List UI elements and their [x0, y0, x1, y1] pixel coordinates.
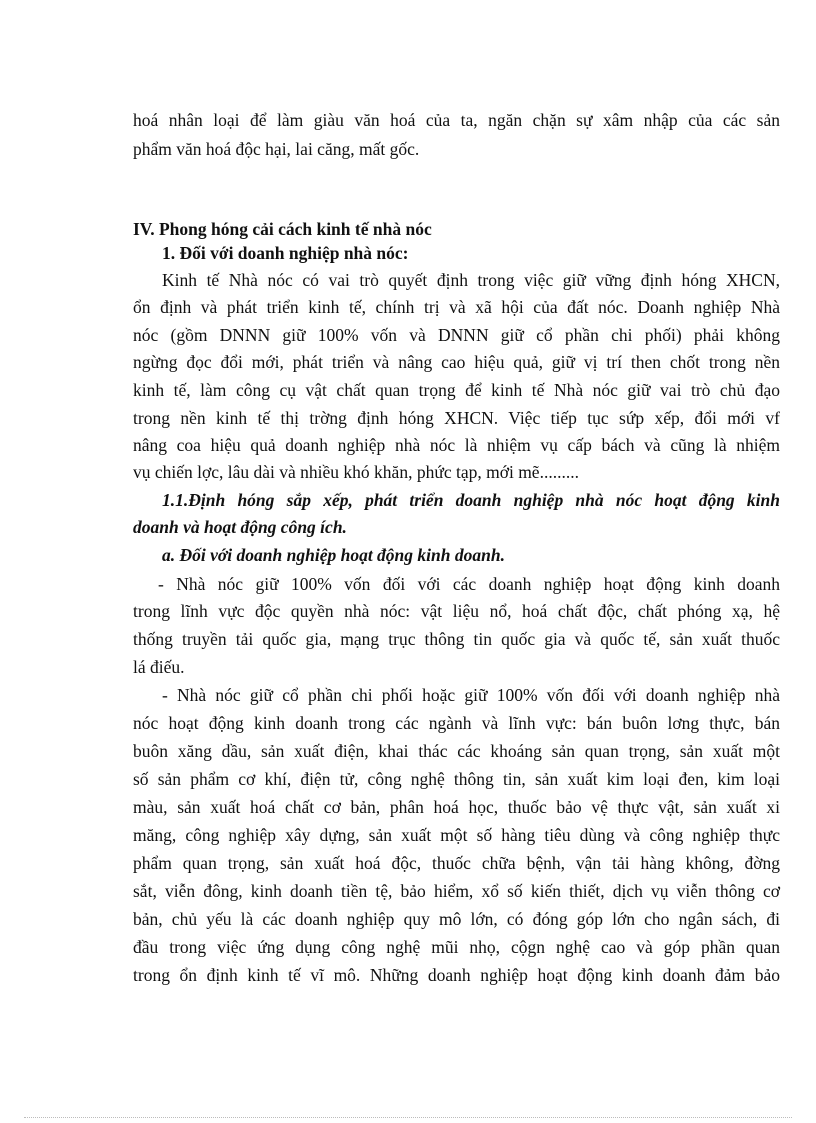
bullet2-line-11: trong ổn định kinh tế vĩ mô. Những doanh nghiệp hoạt động kinh doanh đảm bảo: [133, 965, 780, 985]
bullet2-line-1: - Nhà nóc giữ cổ phần chi phối hoặc giữ 100% vốn đối với doanh nghiệp nhà: [162, 685, 780, 705]
intro-line-1: hoá nhân loại để làm giàu văn hoá của ta, ngăn chặn sự xâm nhập của các sản: [133, 110, 780, 130]
para1-line-8: vụ chiến lợc, lâu dài và nhiều khó khăn, phức tạp, mới mẽ.........: [133, 462, 579, 482]
bullet1-line-1: - Nhà nóc giữ 100% vốn đối với các doanh nghiệp hoạt động kinh doanh: [158, 574, 780, 594]
bullet2-line-7: phẩm quan trọng, sản xuất hoá độc, thuốc chữa bệnh, vận tải hàng không, đờng: [133, 853, 780, 873]
bullet2-line-10: đầu trong việc ứng dụng công nghệ mũi nhọ, cộgn nghệ cao và góp phần quan: [133, 937, 780, 957]
bullet2-line-3: buôn xăng dầu, sản xuất điện, khai thác các khoáng sản quan trọng, sản xuất một: [133, 741, 780, 761]
heading-1-1-line-1: 1.1.Định hóng sắp xếp, phát triển doanh nghiệp nhà nóc hoạt động kinh: [162, 490, 780, 510]
bullet2-line-9: bản, chủ yếu là các doanh nghiệp quy mô lớn, có đóng góp lớn cho ngân sách, đi: [133, 909, 780, 929]
para1-line-7: nâng coa hiệu quả doanh nghiệp nhà nóc là nhiệm vụ cấp bách và cũng là nhiệm: [133, 435, 780, 455]
heading-1-1-line-2: doanh và hoạt động công ích.: [133, 517, 347, 537]
bullet2-line-8: sắt, viễn đông, kinh doanh tiền tệ, bảo hiểm, xổ số kiến thiết, dịch vụ viễn thông cơ: [133, 881, 780, 901]
intro-line-2: phẩm văn hoá độc hại, lai căng, mất gốc.: [133, 139, 420, 159]
bullet1-line-2: trong lĩnh vực độc quyền nhà nóc: vật liệu nổ, hoá chất độc, chất phóng xạ, hệ: [133, 601, 780, 621]
bullet2-line-5: màu, sản xuất hoá chất cơ bản, phân hoá học, thuốc bảo vệ thực vật, sản xuất xi: [133, 797, 780, 817]
bullet2-line-6: măng, công nghiệp xây dựng, sản xuất một số hàng tiêu dùng và công nghiệp thực: [133, 825, 780, 845]
bullet2-line-2: nóc hoạt động kinh doanh trong các ngành và lĩnh vực: bán buôn lơng thực, bán: [133, 713, 780, 733]
para1-line-2: ổn định và phát triển kinh tế, chính trị và xã hội của đất nóc. Doanh nghiệp Nhà: [133, 297, 780, 317]
bullet2-line-4: số sản phẩm cơ khí, điện tử, công nghệ thông tin, sản xuất kim loại đen, kim loại: [133, 769, 780, 789]
bullet1-line-3: thống truyền tải quốc gia, mạng trục thông tin quốc gia và quốc tế, sản xuất thuốc: [133, 629, 780, 649]
section-title: IV. Phong hóng cải cách kinh tế nhà nóc: [133, 219, 432, 239]
subsection-title: 1. Đối với doanh nghiệp nhà nóc:: [162, 243, 409, 263]
bullet1-line-4: lá điếu.: [133, 657, 185, 677]
para1-line-6: trong nền kinh tế thị trờng định hóng XHCN. Việc tiếp tục sứp xếp, đổi mới vf: [133, 408, 780, 428]
para1-line-4: ngừng đọc đổi mới, phát triển và nâng cao hiệu quả, giữ vị trí then chốt trong nền: [133, 352, 780, 372]
para1-line-3: nóc (gồm DNNN giữ 100% vốn và DNNN giữ cổ phần chi phối) phải không: [133, 325, 780, 345]
para1-line-5: kinh tế, làm công cụ vật chất quan trọng để kinh tế Nhà nóc giữ vai trò chủ đạo: [133, 380, 780, 400]
page-bottom-border: [24, 1117, 792, 1118]
heading-a: a. Đối với doanh nghiệp hoạt động kinh doanh.: [162, 545, 505, 565]
para1-line-1: Kinh tế Nhà nóc có vai trò quyết định trong việc giữ vững định hóng XHCN,: [162, 270, 780, 290]
